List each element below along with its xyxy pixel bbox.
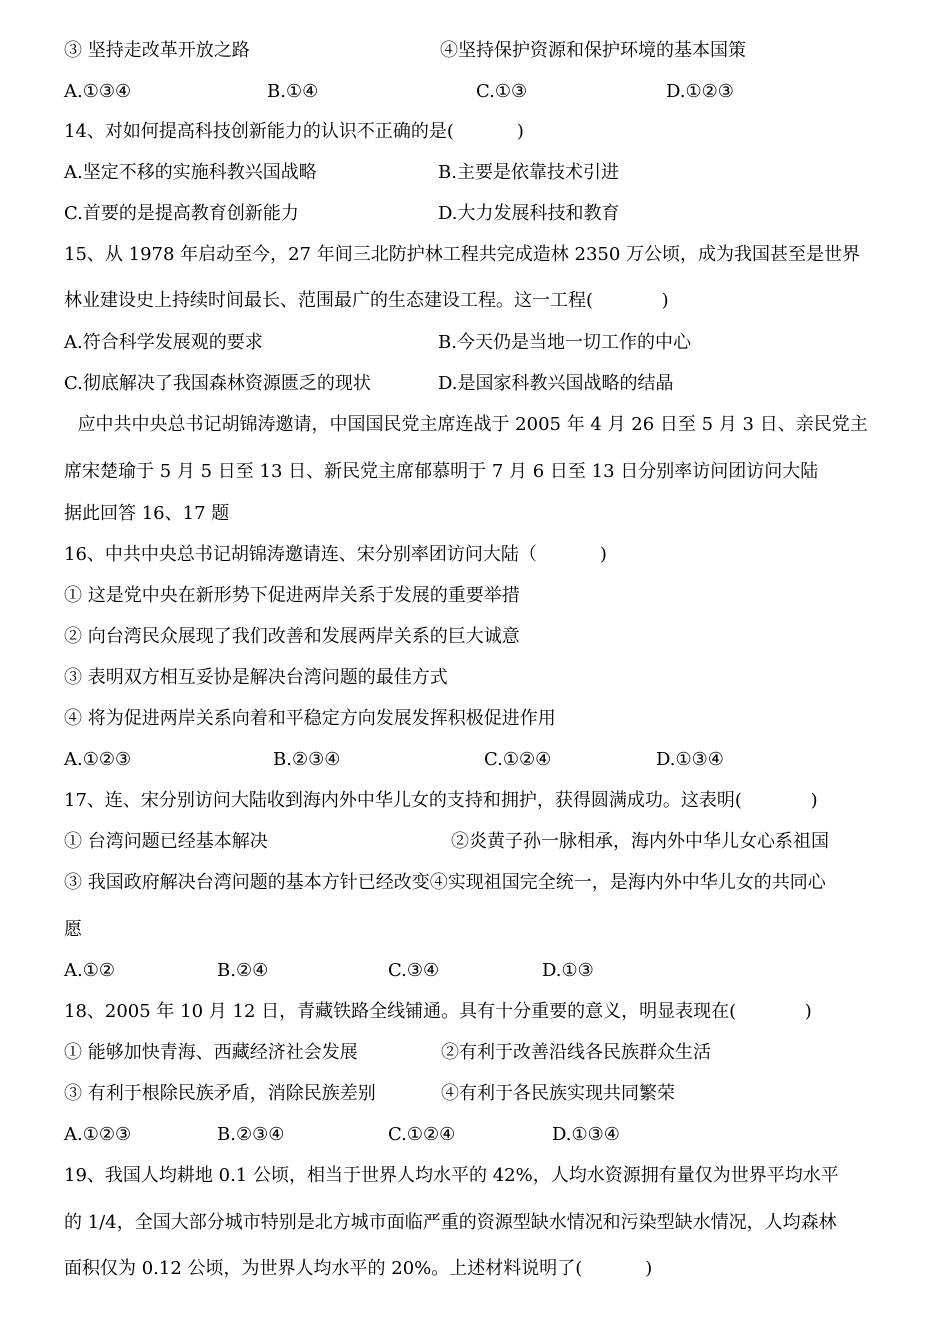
q16-stem: 16、中共中央总书记胡锦涛邀请连、宋分别率团访问大陆（ ) bbox=[64, 544, 607, 565]
q16-option-b: B.②③④ bbox=[273, 749, 341, 770]
q17-statement-2: ②炎黄子孙一脉相承，海内外中华儿女心系祖国 bbox=[451, 831, 829, 852]
q14-option-c: C.首要的是提高教育创新能力 bbox=[64, 203, 299, 224]
q18-option-c: C.①②④ bbox=[388, 1124, 456, 1145]
q19-stem-line1: 19、我国人均耕地 0.1 公顷，相当于世界人均水平的 42%，人均水资源拥有量仅为世界平均水平 bbox=[64, 1165, 839, 1186]
q16-option-c: C.①②④ bbox=[484, 749, 552, 770]
q15-option-a: A.符合科学发展观的要求 bbox=[64, 332, 263, 353]
passage-line2: 席宋楚瑜于 5 月 5 日至 13 日、新民党主席郁慕明于 7 月 6 日至 13 日分别率访问团访问大陆 bbox=[64, 461, 819, 482]
q15-stem-line1: 15、从 1978 年启动至今，27 年间三北防护林工程共完成造林 2350 万公顷，成为我国甚至是世界 bbox=[64, 244, 861, 265]
q17-option-a: A.①② bbox=[64, 960, 115, 981]
q16-statement-2: ② 向台湾民众展现了我们改善和发展两岸关系的巨大诚意 bbox=[64, 626, 520, 647]
q17-option-d: D.①③ bbox=[542, 960, 594, 981]
q18-statement-1: ① 能够加快青海、西藏经济社会发展 bbox=[64, 1042, 358, 1063]
q18-option-d: D.①③④ bbox=[552, 1124, 620, 1145]
q15-stem-line2: 林业建设史上持续时间最长、范围最广的生态建设工程。这一工程( ) bbox=[64, 290, 669, 311]
q18-statement-2: ②有利于改善沿线各民族群众生活 bbox=[441, 1042, 711, 1063]
q19-stem-line3: 面积仅为 0.12 公顷，为世界人均水平的 20%。上述材料说明了( ) bbox=[64, 1258, 653, 1279]
q16-option-a: A.①②③ bbox=[64, 749, 132, 770]
q18-statement-4: ④有利于各民族实现共同繁荣 bbox=[441, 1083, 675, 1104]
q14-option-a: A.坚定不移的实施科教兴国战略 bbox=[64, 162, 317, 183]
q16-statement-3: ③ 表明双方相互妥协是解决台湾问题的最佳方式 bbox=[64, 667, 448, 688]
q14-stem: 14、对如何提高科技创新能力的认识不正确的是( ) bbox=[64, 121, 524, 142]
q19-stem-line2: 的 1/4，全国大部分城市特别是北方城市面临严重的资源型缺水情况和污染型缺水情况，人均森林 bbox=[64, 1212, 837, 1233]
q13-option-b: B.①④ bbox=[267, 81, 319, 102]
q17-option-c: C.③④ bbox=[388, 960, 440, 981]
q15-option-b: B.今天仍是当地一切工作的中心 bbox=[438, 332, 691, 353]
q16-statement-1: ① 这是党中央在新形势下促进两岸关系于发展的重要举措 bbox=[64, 585, 520, 606]
q18-option-a: A.①②③ bbox=[64, 1124, 132, 1145]
q15-option-d: D.是国家科教兴国战略的结晶 bbox=[438, 373, 674, 394]
passage-line1: 应中共中央总书记胡锦涛邀请，中国国民党主席连战于 2005 年 4 月 26 日至 5 月 3 日、亲民党主 bbox=[66, 414, 868, 435]
q17-statement-1: ① 台湾问题已经基本解决 bbox=[64, 831, 268, 852]
q14-option-b: B.主要是依靠技术引进 bbox=[438, 162, 619, 183]
q13-option-d: D.①②③ bbox=[666, 81, 734, 102]
q13-statement-3: ③ 坚持走改革开放之路 bbox=[64, 40, 250, 61]
q16-statement-4: ④ 将为促进两岸关系向着和平稳定方向发展发挥积极促进作用 bbox=[64, 708, 556, 729]
q17-option-b: B.②④ bbox=[217, 960, 269, 981]
q18-statement-3: ③ 有利于根除民族矛盾，消除民族差别 bbox=[64, 1083, 376, 1104]
q13-statement-4: ④坚持保护资源和保护环境的基本国策 bbox=[440, 40, 746, 61]
q14-option-d: D.大力发展科技和教育 bbox=[438, 203, 620, 224]
q17-stem: 17、连、宋分别访问大陆收到海内外中华儿女的支持和拥护，获得圆满成功。这表明( ) bbox=[64, 790, 818, 811]
q13-option-c: C.①③ bbox=[476, 81, 528, 102]
q18-stem: 18、2005 年 10 月 12 日，青藏铁路全线铺通。具有十分重要的意义，明显表现在( ) bbox=[64, 1001, 812, 1022]
q18-option-b: B.②③④ bbox=[217, 1124, 285, 1145]
q17-statement-4-cont: 愿 bbox=[64, 919, 82, 940]
q16-option-d: D.①③④ bbox=[656, 749, 724, 770]
q13-option-a: A.①③④ bbox=[64, 81, 132, 102]
q15-option-c: C.彻底解决了我国森林资源匮乏的现状 bbox=[64, 373, 371, 394]
passage-line3: 据此回答 16、17 题 bbox=[64, 503, 230, 524]
q17-statement-3-4: ③ 我国政府解决台湾问题的基本方针已经改变④实现祖国完全统一，是海内外中华儿女的共同心 bbox=[64, 872, 826, 893]
